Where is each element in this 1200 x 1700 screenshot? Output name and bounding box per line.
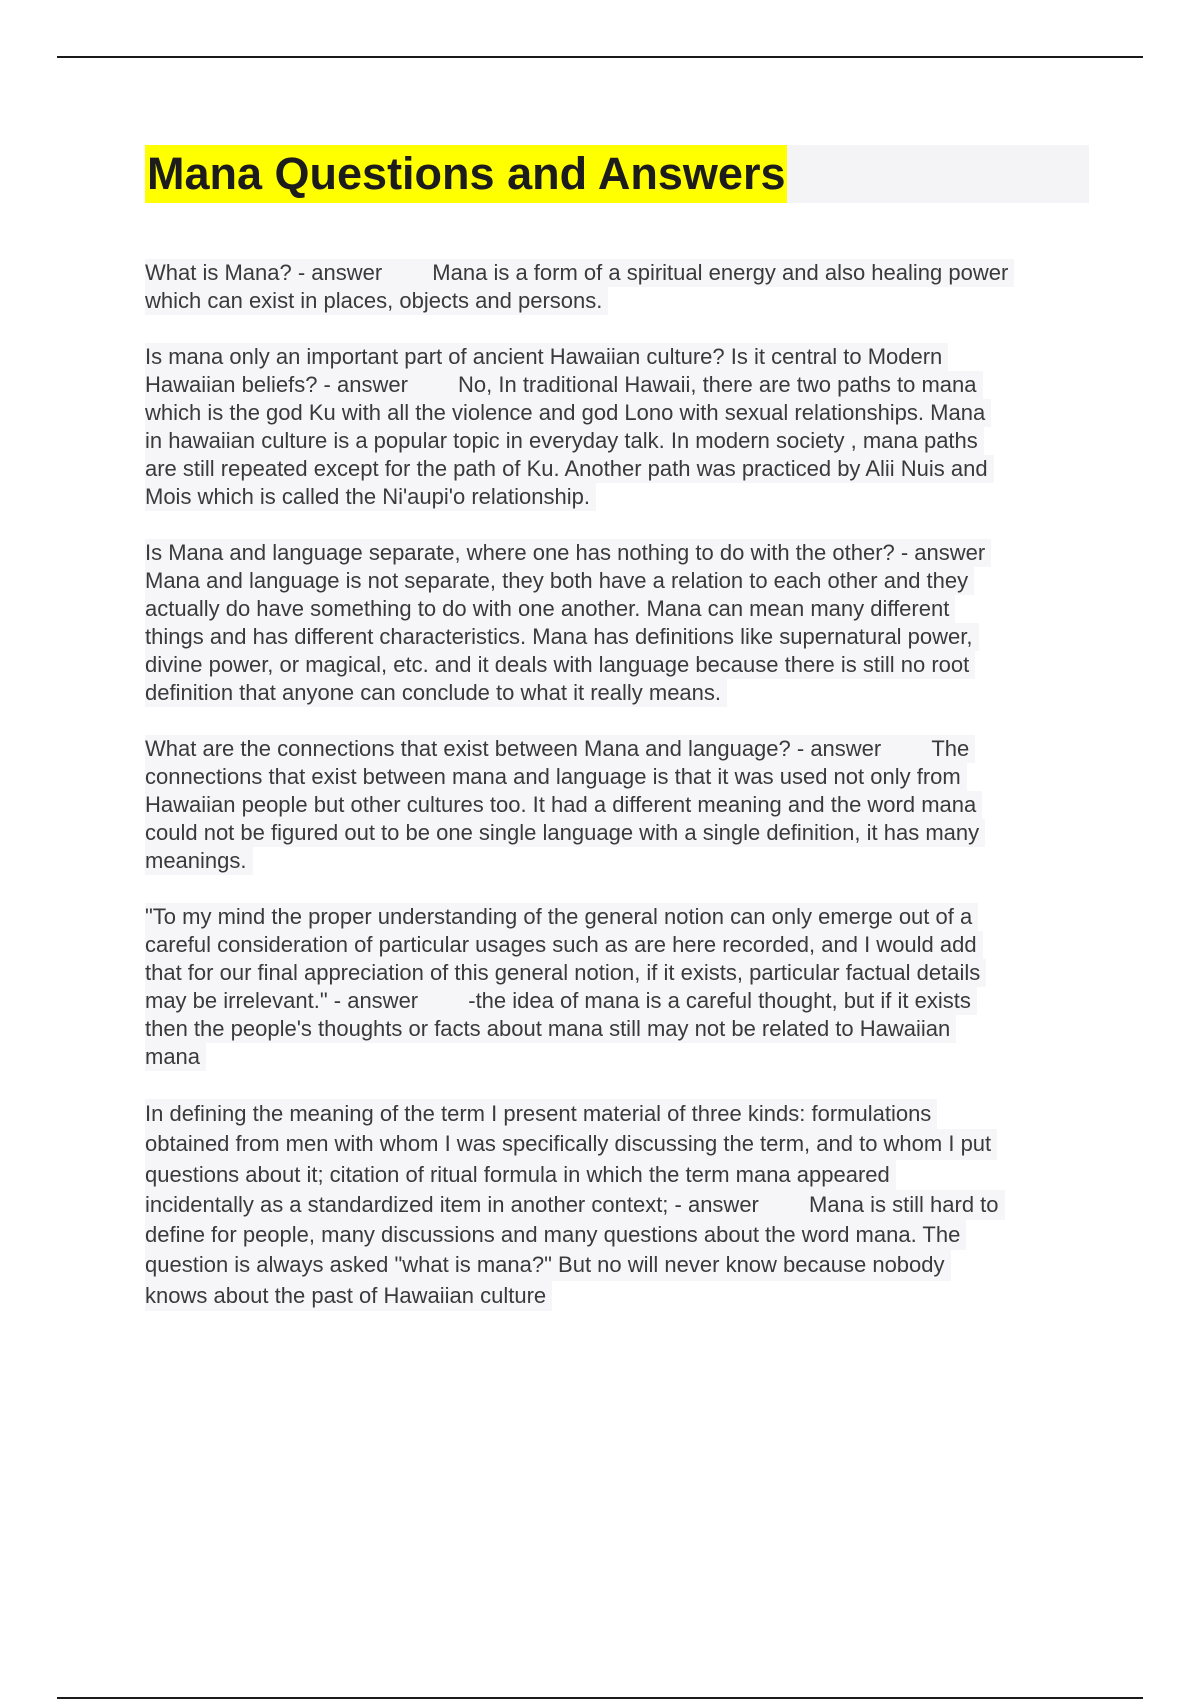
qa-item [145,539,1089,707]
qa-line: divine power, or magical, etc. and it deals with language because there is still no root [145,651,975,679]
qa-item [145,735,1089,875]
qa-line: Is Mana and language separate, where one has nothing to do with the other? - answer [145,539,991,567]
qa-item [145,343,1089,511]
qa-item [145,259,1089,315]
title-band [145,145,1089,203]
top-rule [57,56,1143,58]
document-title: Mana Questions and Answers [145,145,787,203]
qa-line: questions about it; citation of ritual formula in which the term mana appeared [145,1160,896,1190]
qa-line: define for people, many discussions and many questions about the word mana. The [145,1220,966,1250]
bottom-rule [57,1697,1143,1699]
qa-line: actually do have something to do with one another. Mana can mean many different [145,595,955,623]
qa-line: are still repeated except for the path of Ku. Another path was practiced by Alii Nuis and [145,455,994,483]
qa-line: question is always asked "what is mana?" But no will never know because nobody [145,1250,951,1280]
qa-line: Is mana only an important part of ancient Hawaiian culture? Is it central to Modern [145,343,948,371]
qa-line: in hawaiian culture is a popular topic in everyday talk. In modern society , mana paths [145,427,984,455]
qa-line: definition that anyone can conclude to what it really means. [145,679,727,707]
qa-line: connections that exist between mana and language is that it was used not only from [145,763,967,791]
qa-line: obtained from men with whom I was specifically discussing the term, and to whom I put [145,1129,997,1159]
qa-item [145,1099,1089,1311]
qa-list [145,259,1089,1311]
qa-line: careful consideration of particular usages such as are here recorded, and I would add [145,931,983,959]
qa-line: things and has different characteristics. Mana has definitions like supernatural power, [145,623,979,651]
qa-line: mana [145,1043,206,1071]
qa-line: incidentally as a standardized item in another context; - answer Mana is still hard to [145,1190,1005,1220]
qa-line: that for our final appreciation of this general notion, if it exists, particular factual details [145,959,986,987]
qa-line: which is the god Ku with all the violence and god Lono with sexual relationships. Mana [145,399,991,427]
qa-line: Mana and language is not separate, they both have a relation to each other and they [145,567,974,595]
qa-line: Hawaiian beliefs? - answer No, In traditional Hawaii, there are two paths to mana [145,371,983,399]
qa-item [145,903,1089,1071]
qa-line: knows about the past of Hawaiian culture [145,1281,552,1311]
qa-line: then the people's thoughts or facts about mana still may not be related to Hawaiian [145,1015,956,1043]
qa-line: which can exist in places, objects and persons. [145,287,608,315]
qa-line: "To my mind the proper understanding of the general notion can only emerge out of a [145,903,978,931]
document-body [145,145,1089,1339]
qa-line: Hawaiian people but other cultures too. It had a different meaning and the word mana [145,791,982,819]
qa-line: What is Mana? - answer Mana is a form of a spiritual energy and also healing power [145,259,1014,287]
qa-line: In defining the meaning of the term I present material of three kinds: formulations [145,1099,937,1129]
qa-line: may be irrelevant." - answer -the idea of mana is a careful thought, but if it exists [145,987,977,1015]
qa-line: What are the connections that exist between Mana and language? - answer The [145,735,975,763]
qa-line: meanings. [145,847,253,875]
qa-line: Mois which is called the Ni'aupi'o relationship. [145,483,596,511]
qa-line: could not be figured out to be one single language with a single definition, it has many [145,819,985,847]
